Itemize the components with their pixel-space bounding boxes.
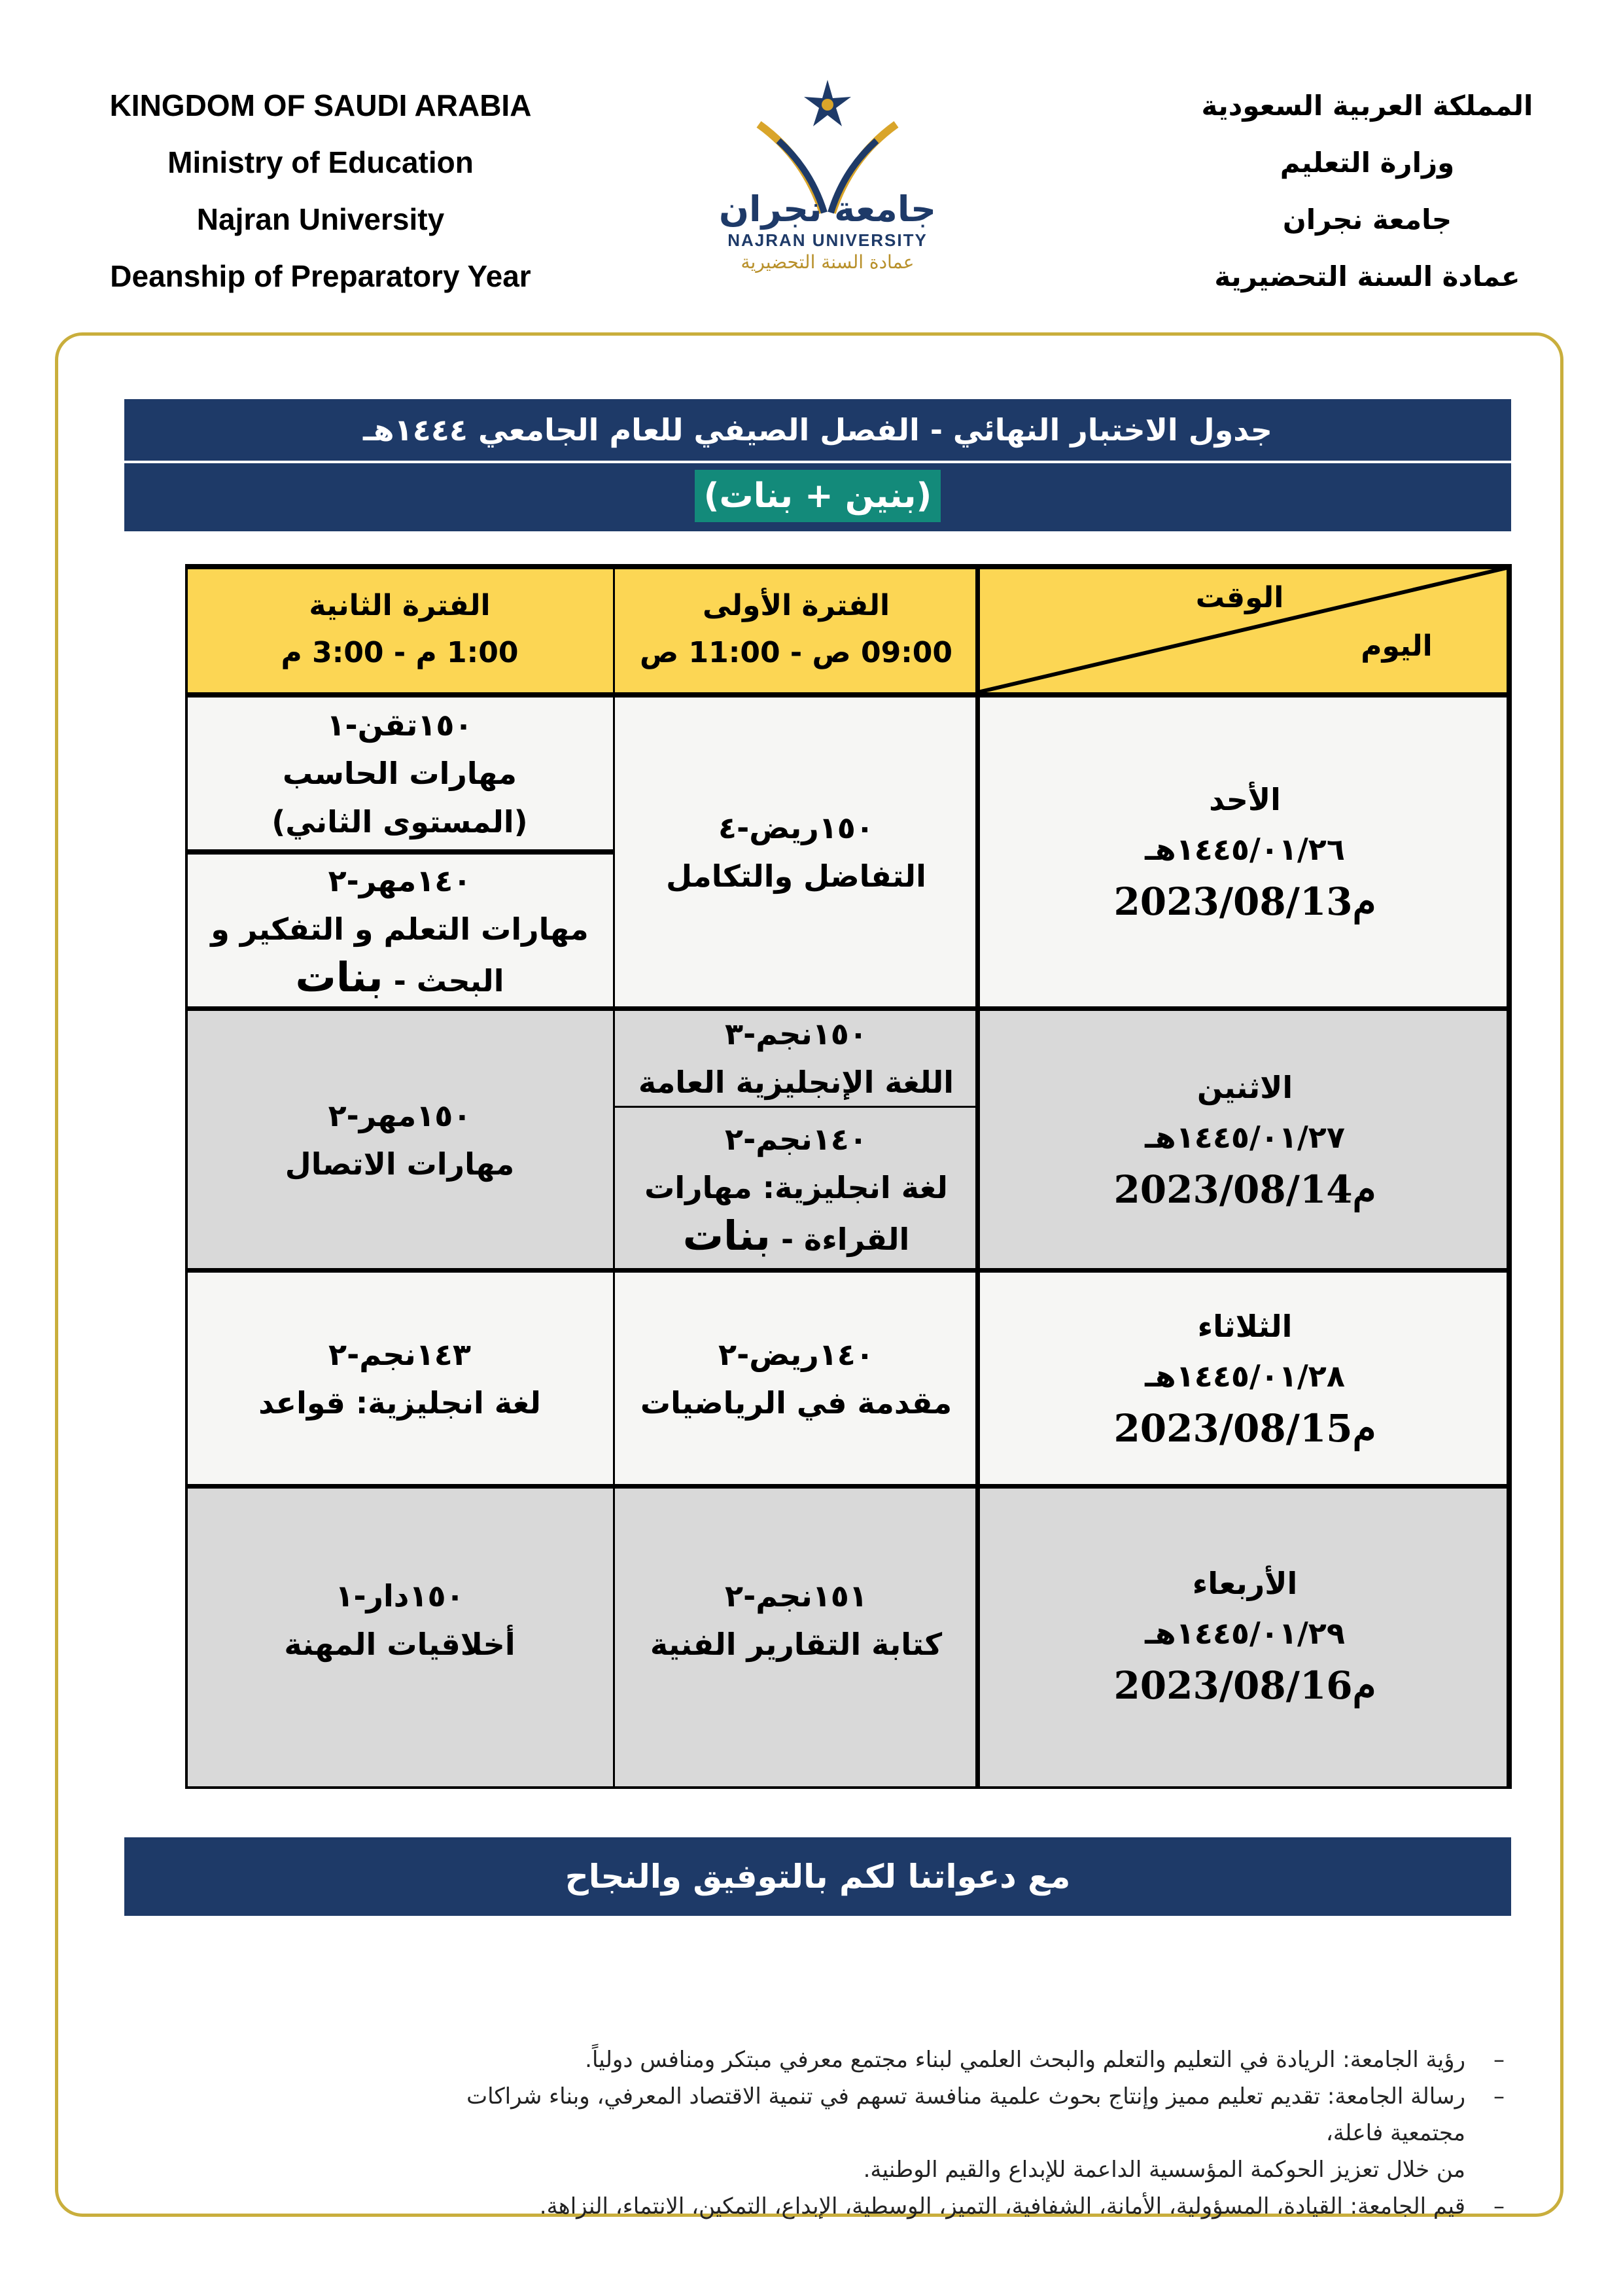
course-name: لغة انجليزية: قواعد: [258, 1385, 541, 1421]
course-name: التفاضل والتكامل: [666, 858, 926, 894]
table-border-top: [185, 564, 1512, 569]
cell-split-divider: [614, 1106, 978, 1108]
row-divider: [185, 692, 1512, 698]
exam-cell: [185, 695, 614, 852]
course-code: ١٤٣نجم-٢: [328, 1337, 471, 1372]
mission-statement: – رسالة الجامعة: تقديم تعليم مميز وإنتاج بحوث علمية منافسة تسهم في تنمية الاقتصاد المعرفي، وبناء شراكات مجتمعية فاعلة،: [458, 2078, 1505, 2151]
course-name: لغة انجليزية: مهارات: [644, 1169, 948, 1205]
day-cell-sunday: [978, 695, 1512, 1009]
table-border-bottom: [185, 1786, 1512, 1789]
period-1-label: الفترة الأولى: [702, 589, 890, 622]
exam-cell: [614, 1107, 978, 1271]
values-statement: – قيم الجامعة: القيادة، المسؤولية، الأمانة، الشفافية، التميز، الوسطية، الإبداع، التمكين، الانتماء، النزاهة.: [458, 2188, 1505, 2225]
logo-deanship: عمادة السنة التحضيرية: [741, 251, 915, 273]
header-en-line-1: KINGDOM OF SAUDI ARABIA: [109, 88, 532, 122]
period-2-time: 1:00 م - 3:00 م: [281, 636, 519, 669]
gregorian-date: 2023/08/14م: [1113, 1167, 1376, 1212]
header-ar-line-4: عمادة السنة التحضيرية: [1214, 260, 1520, 292]
university-statements: [458, 2041, 1505, 2225]
course-code: ١٤٠نجم-٢: [725, 1121, 867, 1157]
header-en-line-2: Ministry of Education: [167, 145, 474, 179]
hijri-date: ١٤٤٥/٠١/٢٨هـ: [1145, 1358, 1345, 1394]
exam-cell: [614, 1487, 978, 1789]
logo-arabic-name: جامعة نجران: [718, 188, 937, 230]
course-name: كتابة التقارير الفنية: [650, 1627, 943, 1662]
course-code: ١٤٠مهر-٢: [328, 862, 472, 898]
day-name: الأحد: [1209, 782, 1281, 817]
header-period-2: [185, 564, 614, 695]
column-divider: [975, 564, 980, 1789]
table-border-left: [185, 564, 188, 1789]
exam-cell: [185, 1487, 614, 1789]
day-cell-tuesday: [978, 1271, 1512, 1487]
title-line-2: (بنين + بنات): [695, 470, 941, 522]
title-banner: [124, 399, 1511, 531]
course-code: ١٥٠مهر-٢: [328, 1098, 472, 1133]
title-line-1: جدول الاختبار النهائي - الفصل الصيفي للعام الجامعي ١٤٤٤هـ: [124, 399, 1511, 463]
header-en-line-3: Najran University: [196, 202, 445, 236]
column-divider: [613, 564, 615, 1789]
gregorian-date: 2023/08/13م: [1113, 879, 1376, 924]
row-divider: [185, 1006, 1512, 1011]
exam-cell: [614, 1009, 978, 1107]
course-code: ١٤٠ريض-٢: [718, 1337, 874, 1372]
header-day-time: [978, 564, 1512, 695]
day-cell-monday: [978, 1009, 1512, 1271]
day-name: الأربعاء: [1192, 1566, 1298, 1601]
cell-split-divider: [185, 849, 614, 855]
course-name: أخلاقيات المهنة: [284, 1627, 515, 1662]
day-name: الثلاثاء: [1197, 1309, 1293, 1344]
time-label: الوقت: [1195, 581, 1284, 614]
header-en-line-4: Deanship of Preparatory Year: [110, 259, 531, 293]
row-divider: [185, 1484, 1512, 1489]
hijri-date: ١٤٤٥/٠١/٢٩هـ: [1145, 1616, 1345, 1651]
gender-note: بنات: [682, 1211, 771, 1260]
hijri-date: ١٤٤٥/٠١/٢٧هـ: [1145, 1120, 1345, 1155]
course-name: مهارات الاتصال: [285, 1146, 515, 1182]
najran-university-logo: [707, 79, 949, 275]
course-level: (المستوى الثاني): [271, 804, 528, 839]
hijri-date: ١٤٤٥/٠١/٢٦هـ: [1145, 832, 1345, 867]
period-2-label: الفترة الثانية: [309, 589, 491, 622]
gender-note: بنات: [295, 953, 383, 1001]
closing-banner: مع دعواتنا لكم بالتوفيق والنجاح: [124, 1837, 1511, 1916]
star-icon: [804, 80, 851, 126]
course-code: ١٥٠نجم-٣: [725, 1016, 867, 1051]
course-code: ١٥٠ريض-٤: [718, 810, 874, 845]
exam-cell: [614, 695, 978, 1009]
header-arabic: [1151, 77, 1583, 305]
exam-schedule-table: [185, 564, 1512, 1789]
exam-cell: [185, 852, 614, 1009]
course-code: ١٥٠دار-١: [335, 1578, 464, 1614]
gregorian-date: 2023/08/16م: [1113, 1663, 1376, 1708]
course-name: اللغة الإنجليزية العامة: [638, 1065, 954, 1100]
course-code: ١٥١نجم-٢: [725, 1578, 867, 1614]
header-ar-line-3: جامعة نجران: [1282, 203, 1452, 236]
logo-english-name: NAJRAN UNIVERSITY: [727, 230, 928, 250]
exam-cell: [185, 1271, 614, 1487]
mission-statement-cont: من خلال تعزيز الحوكمة المؤسسية الداعمة للإبداع والقيم الوطنية.: [863, 2157, 1465, 2183]
course-name: مهارات الحاسب: [283, 756, 517, 791]
course-extra: البحث -: [393, 963, 504, 998]
exam-cell: [614, 1271, 978, 1487]
row-divider: [185, 1268, 1512, 1273]
course-code: ١٥٠تقن-١: [326, 707, 473, 743]
course-name: مهارات التعلم و التفكير و: [211, 911, 589, 947]
header-period-1: [614, 564, 978, 695]
vision-statement: – رؤية الجامعة: الريادة في التعليم والتعلم والبحث العلمي لبناء مجتمع معرفي مبتكر ومنافس دولياً.: [458, 2041, 1505, 2078]
day-label: اليوم: [1361, 629, 1433, 663]
table-border-right: [1507, 564, 1512, 1789]
header-english: [79, 77, 563, 305]
day-name: الاثنين: [1196, 1070, 1293, 1105]
header-ar-line-1: المملكة العربية السعودية: [1201, 90, 1533, 122]
day-cell-wednesday: [978, 1487, 1512, 1789]
period-1-time: 09:00 ص - 11:00 ص: [639, 636, 953, 669]
course-name: مقدمة في الرياضيات: [640, 1385, 952, 1421]
course-extra: القراءة -: [780, 1221, 910, 1257]
exam-cell: [185, 1009, 614, 1271]
gregorian-date: 2023/08/15م: [1113, 1406, 1376, 1451]
header-ar-line-2: وزارة التعليم: [1280, 147, 1455, 179]
